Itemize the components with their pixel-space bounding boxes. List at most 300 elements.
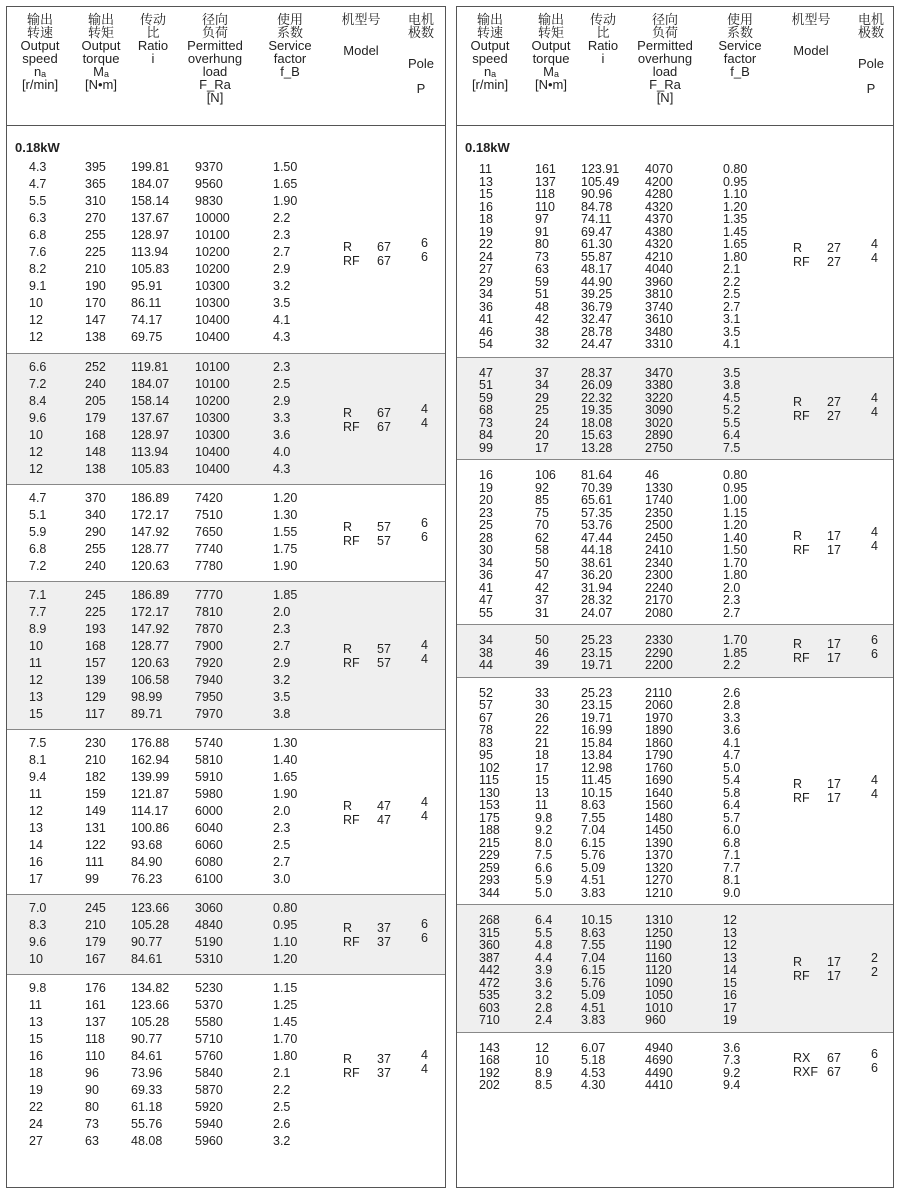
right-cell: 13.84 — [581, 748, 613, 762]
right-header-pole: 电机 极数 Pole P — [857, 12, 885, 96]
left-cell: 63 — [85, 1134, 99, 1148]
left-cell: 5920 — [195, 1100, 223, 1114]
left-cell: 10400 — [195, 445, 230, 459]
right-cell: 268 — [479, 913, 500, 927]
right-cell: 51 — [535, 287, 549, 301]
right-cell: 1330 — [645, 480, 673, 495]
right-group — [457, 154, 893, 357]
left-cell: 240 — [85, 377, 106, 391]
right-cell: 24 — [535, 415, 549, 430]
right-cell: 22.32 — [581, 390, 613, 405]
right-cell: 5.9 — [535, 873, 553, 887]
left-cell: 10200 — [195, 245, 230, 259]
right-cell: 153 — [479, 798, 500, 812]
left-header-pole: 电机 极数 Pole P — [407, 12, 435, 96]
left-cell: 176.88 — [131, 736, 170, 750]
right-cell: 18 — [479, 212, 493, 226]
right-cell: 59 — [535, 274, 549, 289]
left-cell: 134.82 — [131, 981, 170, 995]
right-cell: 18 — [535, 748, 549, 762]
left-cell: 5760 — [195, 1049, 223, 1063]
right-cell: 123.91 — [581, 162, 620, 176]
right-cell: 15 — [535, 773, 549, 787]
right-cell: 4370 — [645, 212, 673, 226]
left-cell: 12 — [29, 673, 43, 687]
left-model: R 37 RF 37 — [343, 1052, 391, 1080]
right-cell: 34 — [479, 555, 493, 570]
right-cell: 59 — [479, 390, 493, 405]
right-cell: 535 — [479, 988, 500, 1002]
right-cell: 11 — [535, 798, 548, 812]
right-cell: 16.99 — [581, 723, 613, 737]
left-cell: 2.0 — [273, 605, 291, 619]
left-cell: 129 — [85, 690, 106, 704]
right-cell: 2.7 — [723, 299, 741, 314]
right-header-ratio: 传动 比 Ratio i — [587, 12, 619, 66]
left-cell: 10300 — [195, 279, 230, 293]
right-cell: 3.6 — [723, 723, 741, 737]
right-cell: 15.63 — [581, 428, 613, 442]
right-cell: 5.18 — [581, 1053, 606, 1067]
left-cell: 210 — [85, 918, 106, 932]
right-cell: 1370 — [645, 848, 673, 862]
left-cell: 5740 — [195, 736, 223, 750]
left-cell: 118 — [85, 1032, 105, 1046]
left-cell: 100.86 — [131, 821, 170, 835]
right-cell: 2.7 — [723, 605, 741, 620]
left-cell: 111 — [85, 855, 105, 869]
left-cell: 148 — [85, 445, 106, 459]
right-cell: 20 — [479, 493, 493, 507]
right-cell: 34 — [479, 287, 493, 301]
left-cell: 27 — [29, 1134, 43, 1148]
left-cell: 128.97 — [131, 428, 170, 442]
left-cell: 7940 — [195, 673, 223, 687]
left-cell: 4840 — [195, 918, 223, 932]
left-pole: 6 6 — [421, 515, 428, 544]
right-cell: 5.76 — [581, 975, 606, 990]
right-cell: 4040 — [645, 262, 673, 276]
right-cell: 36 — [479, 299, 493, 314]
right-cell: 5.7 — [723, 810, 741, 825]
right-cell: 7.55 — [581, 810, 606, 825]
left-cell: 4.7 — [29, 177, 47, 191]
right-cell: 344 — [479, 885, 500, 900]
right-cell: 19.71 — [581, 710, 613, 725]
right-model: R 17 RF 17 — [793, 954, 841, 983]
left-cell: 7920 — [195, 656, 223, 670]
left-cell: 1.90 — [273, 194, 298, 208]
left-cell: 13 — [29, 1015, 43, 1029]
right-cell: 3.6 — [723, 1040, 741, 1055]
left-cell: 139.99 — [131, 770, 170, 784]
right-cell: 7.04 — [581, 823, 606, 837]
right-cell: 161 — [535, 162, 556, 176]
left-cell: 120.63 — [131, 559, 170, 573]
right-cell: 5.09 — [581, 860, 606, 875]
left-cell: 3.6 — [273, 428, 291, 442]
left-cell: 9.6 — [29, 935, 47, 949]
left-cell: 3.5 — [273, 690, 291, 704]
right-cell: 54 — [479, 337, 493, 351]
right-cell: 0.80 — [723, 162, 748, 176]
right-cell: 1.20 — [723, 199, 748, 214]
right-cell: 4.53 — [581, 1065, 606, 1080]
right-cell: 4410 — [645, 1078, 673, 1092]
right-cell: 68 — [479, 403, 493, 417]
right-pole: 4 4 — [871, 773, 878, 802]
left-cell: 179 — [85, 411, 106, 425]
left-cell: 10100 — [195, 360, 230, 374]
left-cell: 90 — [85, 1083, 99, 1097]
left-cell: 5580 — [195, 1015, 223, 1029]
right-cell: 2060 — [645, 698, 673, 712]
right-cell: 115 — [479, 773, 499, 787]
right-cell: 50 — [535, 633, 549, 647]
left-cell: 24 — [29, 1117, 43, 1131]
left-group — [7, 581, 445, 729]
right-cell: 2450 — [645, 530, 673, 545]
right-cell: 6.07 — [581, 1040, 606, 1055]
left-cell: 1.25 — [273, 998, 298, 1012]
left-cell: 3.2 — [273, 673, 291, 687]
right-cell: 5.8 — [723, 785, 741, 800]
right-cell: 4690 — [645, 1053, 673, 1067]
left-cell: 158.14 — [131, 194, 170, 208]
right-cell: 7.5 — [723, 440, 741, 455]
right-cell: 5.0 — [723, 760, 741, 775]
left-group — [7, 484, 445, 581]
right-cell: 28.78 — [581, 324, 613, 339]
left-cell: 7510 — [195, 508, 223, 522]
right-cell: 202 — [479, 1078, 500, 1092]
right-cell: 1.20 — [723, 518, 748, 532]
right-cell: 1190 — [645, 938, 672, 952]
left-cell: 2.5 — [273, 1100, 291, 1114]
right-cell: 13 — [479, 174, 493, 189]
left-cell: 10200 — [195, 394, 230, 408]
right-pole: 2 2 — [871, 950, 878, 979]
right-cell: 47 — [479, 593, 493, 607]
left-cell: 10300 — [195, 428, 230, 442]
left-cell: 2.7 — [273, 855, 291, 869]
left-cell: 5960 — [195, 1134, 223, 1148]
right-cell: 22 — [535, 723, 549, 737]
right-cell: 4.8 — [535, 938, 553, 952]
right-cell: 1970 — [645, 710, 673, 725]
right-cell: 29 — [479, 274, 493, 289]
right-cell: 7.3 — [723, 1053, 741, 1067]
left-pole: 4 4 — [421, 401, 428, 430]
right-cell: 31 — [535, 605, 549, 620]
left-cell: 128.97 — [131, 228, 170, 242]
left-cell: 48.08 — [131, 1134, 163, 1148]
left-header-speed: 输出 转速 Output speed nₐ [r/min] — [20, 12, 60, 92]
left-cell: 120.63 — [131, 656, 170, 670]
right-cell: 12 — [723, 913, 737, 927]
left-cell: 1.40 — [273, 753, 298, 767]
left-cell: 1.30 — [273, 736, 298, 750]
right-cell: 19.71 — [581, 658, 613, 672]
left-cell: 123.66 — [131, 901, 170, 915]
left-cell: 1.70 — [273, 1032, 298, 1046]
right-cell: 70.39 — [581, 480, 613, 495]
left-cell: 170 — [85, 296, 106, 310]
right-cell: 32.47 — [581, 312, 613, 326]
right-model: R 17 RF 17 — [793, 528, 841, 557]
right-cell: 1.10 — [723, 187, 748, 201]
left-header-load: 径向 负荷 Permitted overhung load F_Ra [N] — [187, 12, 243, 105]
left-cell: 5910 — [195, 770, 223, 784]
right-cell: 16 — [723, 988, 737, 1002]
right-cell: 4380 — [645, 224, 673, 239]
left-cell: 9.4 — [29, 770, 47, 784]
right-cell: 1.80 — [723, 568, 748, 582]
right-cell: 1.80 — [723, 249, 748, 264]
left-cell: 7650 — [195, 525, 223, 539]
right-cell: 8.5 — [535, 1078, 553, 1092]
right-cell: 2.8 — [535, 1000, 553, 1015]
left-cell: 161 — [85, 998, 106, 1012]
left-cell: 12 — [29, 462, 43, 476]
right-cell: 1760 — [645, 760, 673, 775]
left-cell: 184.07 — [131, 177, 170, 191]
left-cell: 7740 — [195, 542, 223, 556]
left-cell: 1.90 — [273, 787, 298, 801]
left-cell: 110 — [85, 1049, 105, 1063]
right-cell: 38.61 — [581, 555, 613, 570]
right-cell: 27 — [479, 262, 493, 276]
right-cell: 91 — [535, 224, 549, 239]
left-cell: 7810 — [195, 605, 223, 619]
left-cell: 4.0 — [273, 445, 291, 459]
left-pole: 6 6 — [421, 917, 428, 945]
right-cell: 2200 — [645, 658, 673, 672]
left-cell: 1.15 — [273, 981, 298, 995]
left-cell: 16 — [29, 855, 43, 869]
left-cell: 19 — [29, 1083, 43, 1097]
left-cell: 12 — [29, 330, 43, 344]
right-cell: 48.17 — [581, 262, 613, 276]
left-cell: 98.99 — [131, 690, 163, 704]
right-cell: 7.55 — [581, 938, 606, 952]
right-group — [457, 904, 893, 1032]
right-cell: 14 — [723, 963, 737, 977]
left-cell: 138 — [85, 462, 106, 476]
right-cell: 33 — [535, 685, 549, 700]
right-header-speed: 输出 转速 Output speed nₐ [r/min] — [470, 12, 510, 92]
right-cell: 1250 — [645, 925, 673, 940]
right-cell: 1.15 — [723, 505, 748, 520]
right-cell: 28 — [479, 530, 493, 545]
right-cell: 9.2 — [723, 1065, 741, 1080]
right-cell: 1270 — [645, 873, 673, 887]
left-cell: 3.2 — [273, 1134, 291, 1148]
right-cell: 13 — [723, 925, 737, 940]
right-cell: 2.2 — [723, 658, 741, 672]
right-cell: 2350 — [645, 505, 673, 520]
left-model: R 37 RF 37 — [343, 921, 391, 949]
left-cell: 2.3 — [273, 821, 291, 835]
left-cell: 2.2 — [273, 1083, 291, 1097]
right-cell: 3470 — [645, 365, 673, 380]
left-group — [7, 353, 445, 484]
left-cell: 2.3 — [273, 622, 291, 636]
right-cell: 387 — [479, 950, 500, 965]
left-cell: 6.8 — [29, 228, 47, 242]
right-cell: 3220 — [645, 390, 673, 405]
left-cell: 240 — [85, 559, 106, 573]
right-cell: 3380 — [645, 378, 673, 392]
right-cell: 24 — [479, 249, 493, 264]
right-header-model: 机型号 Model — [791, 12, 831, 58]
left-cell: 128.77 — [131, 542, 170, 556]
right-cell: 12.98 — [581, 760, 613, 775]
right-cell: 6.4 — [723, 428, 741, 442]
right-cell: 46 — [645, 468, 659, 482]
left-cell: 123.66 — [131, 998, 170, 1012]
right-cell: 5.09 — [581, 988, 606, 1002]
left-cell: 179 — [85, 935, 106, 949]
right-cell: 3.83 — [581, 885, 606, 900]
right-header — [457, 7, 893, 126]
left-cell: 8.4 — [29, 394, 47, 408]
right-cell: 1640 — [645, 785, 673, 800]
right-cell: 32 — [535, 337, 549, 351]
left-cell: 2.0 — [273, 804, 291, 818]
left-cell: 186.89 — [131, 491, 170, 505]
right-cell: 1.85 — [723, 645, 748, 660]
right-cell: 4.4 — [535, 950, 553, 965]
right-cell: 0.80 — [723, 468, 748, 482]
right-cell: 4280 — [645, 187, 673, 201]
right-cell: 25 — [535, 403, 549, 417]
right-cell: 3.2 — [535, 988, 553, 1002]
left-cell: 3.2 — [273, 279, 291, 293]
right-cell: 1.70 — [723, 555, 748, 570]
right-cell: 188 — [479, 823, 500, 837]
left-cell: 2.7 — [273, 639, 291, 653]
left-cell: 113.94 — [131, 445, 169, 459]
left-cell: 225 — [85, 245, 106, 259]
right-cell: 10.15 — [581, 913, 613, 927]
right-cell: 1050 — [645, 988, 673, 1002]
left-cell: 10400 — [195, 462, 230, 476]
right-cell: 1740 — [645, 493, 673, 507]
left-cell: 137.67 — [131, 411, 170, 425]
right-cell: 70 — [535, 518, 549, 532]
right-pole: 4 4 — [871, 237, 878, 266]
right-cell: 22 — [479, 237, 493, 251]
left-cell: 61.18 — [131, 1100, 163, 1114]
right-body — [457, 154, 893, 1097]
right-cell: 3.9 — [535, 963, 553, 977]
right-cell: 5.5 — [535, 925, 553, 940]
right-cell: 2240 — [645, 580, 673, 595]
right-cell: 4.30 — [581, 1078, 606, 1092]
left-cell: 5940 — [195, 1117, 223, 1131]
right-cell: 15 — [723, 975, 737, 990]
left-cell: 9560 — [195, 177, 223, 191]
left-cell: 370 — [85, 491, 106, 505]
right-cell: 47.44 — [581, 530, 613, 545]
left-cell: 10 — [29, 296, 43, 310]
left-cell: 1.65 — [273, 770, 298, 784]
left-cell: 4.3 — [273, 330, 291, 344]
left-cell: 5230 — [195, 981, 223, 995]
right-cell: 1450 — [645, 823, 673, 837]
left-cell: 99 — [85, 872, 99, 886]
right-cell: 3480 — [645, 324, 673, 339]
left-cell: 106.58 — [131, 673, 170, 687]
right-cell: 19.35 — [581, 403, 613, 417]
right-cell: 84.78 — [581, 199, 613, 214]
right-cell: 18.08 — [581, 415, 613, 430]
left-cell: 128.77 — [131, 639, 170, 653]
right-cell: 47 — [535, 568, 549, 582]
right-cell: 175 — [479, 810, 500, 825]
right-group — [457, 357, 893, 460]
right-cell: 4200 — [645, 174, 673, 189]
right-cell: 29 — [535, 390, 549, 405]
right-cell: 1090 — [645, 975, 673, 990]
left-body — [7, 154, 445, 1156]
right-cell: 7.04 — [581, 950, 606, 965]
right-cell: 4.5 — [723, 390, 741, 405]
right-cell: 360 — [479, 938, 500, 952]
left-cell: 157 — [85, 656, 106, 670]
left-cell: 182 — [85, 770, 106, 784]
right-cell: 2290 — [645, 645, 673, 660]
left-cell: 3.8 — [273, 707, 291, 721]
left-cell: 340 — [85, 508, 106, 522]
right-cell: 9.0 — [723, 885, 741, 900]
left-cell: 0.95 — [273, 918, 298, 932]
right-cell: 90.96 — [581, 187, 613, 201]
right-cell: 1120 — [645, 963, 672, 977]
left-cell: 245 — [85, 901, 106, 915]
left-pole: 6 6 — [421, 235, 428, 264]
right-cell: 6.15 — [581, 835, 606, 850]
left-cell: 90.77 — [131, 1032, 163, 1046]
left-cell: 4.1 — [273, 313, 291, 327]
right-cell: 442 — [479, 963, 500, 977]
left-cell: 131 — [85, 821, 106, 835]
right-cell: 30 — [535, 698, 549, 712]
right-cell: 3610 — [645, 312, 673, 326]
right-cell: 12 — [535, 1040, 549, 1055]
left-cell: 230 — [85, 736, 106, 750]
left-cell: 122 — [85, 838, 106, 852]
right-cell: 41 — [479, 312, 493, 326]
left-cell: 2.9 — [273, 262, 291, 276]
right-cell: 53.76 — [581, 518, 613, 532]
right-cell: 3020 — [645, 415, 673, 430]
right-pole: 6 6 — [871, 1047, 878, 1075]
right-cell: 229 — [479, 848, 500, 862]
right-cell: 2500 — [645, 518, 673, 532]
right-cell: 85 — [535, 493, 549, 507]
right-cell: 2110 — [645, 685, 672, 700]
right-cell: 8.63 — [581, 798, 606, 812]
right-cell: 1790 — [645, 748, 673, 762]
left-cell: 2.3 — [273, 228, 291, 242]
right-cell: 0.95 — [723, 480, 748, 495]
right-cell: 55.87 — [581, 249, 613, 264]
right-cell: 3960 — [645, 274, 673, 289]
right-cell: 42 — [535, 312, 549, 326]
right-cell: 84 — [479, 428, 493, 442]
